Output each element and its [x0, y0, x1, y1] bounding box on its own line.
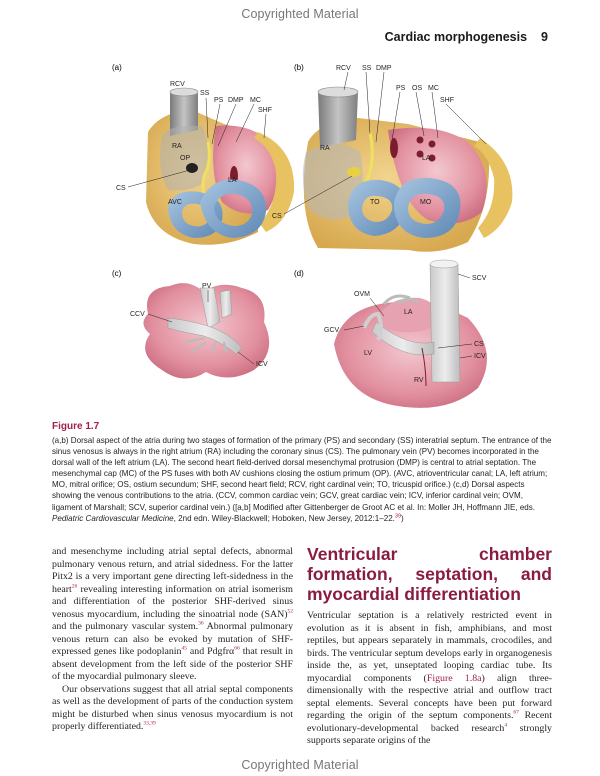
label-a-shf: SHF [258, 107, 272, 114]
figure-link[interactable]: Figure 1.8a [426, 672, 482, 684]
figure-caption-tail: , 2nd edn. Wiley-Blackwell; Hoboken, New Jersey, 2012:1–22. [173, 513, 395, 523]
text-run: ) align three-dimensionally with the respective atrial and outflow tract septal elements. Several concepts have been put forward regarding the origin of the septum components. [307, 672, 552, 721]
running-header [385, 30, 548, 44]
citation-ref: 52 [287, 608, 293, 615]
label-b-cs: CS [272, 213, 282, 220]
label-a-avc: AVC [168, 199, 182, 206]
page-number: 9 [541, 30, 548, 44]
citation-ref: 33,39 [143, 720, 156, 727]
label-d-rv: RV [414, 377, 424, 384]
label-d-scv: SCV [472, 275, 487, 282]
label-c-icv: ICV [256, 361, 268, 368]
figure-caption-ref: 39 [394, 512, 402, 519]
label-b-shf: SHF [440, 97, 454, 104]
label-b-mc: MC [428, 85, 439, 92]
figure-caption-body: (a,b) Dorsal aspect of the atria during two stages of formation of the primary (PS) and secondary (SS) interatrial septum. The entrance of the sinus venosus is always in the right atrium (RA) including the coronary sinus (CS). The pulmonary vein (PV) becomes incorporated in the dorsal wall of the left atrium (LA). The second heart field-derived dorsal mesenchymal protrusion (DMP) is central to atrial septation. The mesenchymal cap (MC) of the PS fuses with both AV cushions closing the ostium primum (OP). (AVC, atrioventricular canal; LA, left atrium; MO, mitral orifice; OS, ostium secundum; SHF, second heart field; RCV, right cardinal vein; TO, tricuspid orifice.) (c,d) Dorsal aspects showing the venous contributions to the atria. (CCV, common cardiac vein; GCV, great cardiac vein; ICV, inferior cardinal vein; OVM, ligament of Marshall; SCV, superior cardinal vein.) ([a,b] Modified after Gittenberger de Groot AC et al. In: Moller JH, Hoffmann JIE, eds. [52, 436, 552, 512]
label-a-dmp: DMP [228, 97, 244, 104]
left-paragraph-2 [52, 684, 293, 734]
figure-1-7 [108, 52, 558, 416]
label-d-ovm: OVM [354, 291, 370, 298]
label-a-ss: SS [200, 90, 210, 97]
label-a-cs: CS [116, 185, 126, 192]
right-column [307, 544, 552, 748]
text-run: that result in absent development from the left side of the posterior SHF of the myocardial pulmonary sleeve. [52, 646, 293, 682]
text-run: and the pulmonary vascular system. [52, 621, 199, 632]
label-b-rcv: RCV [336, 65, 351, 72]
label-b-ss: SS [362, 65, 372, 72]
citation-ref: 45 [181, 645, 187, 652]
panel-a [112, 63, 294, 245]
panel-c [112, 269, 269, 379]
text-run: Abnormal pulmonary venous return can also be evoked by mutation of SHF-expressed genes like podoplanin [52, 621, 294, 657]
label-a-la: LA [228, 177, 237, 184]
label-a-ps: PS [214, 97, 224, 104]
right-paragraph-1 [307, 610, 552, 748]
label-b-mo: MO [420, 199, 432, 206]
label-a-mc: MC [250, 97, 261, 104]
left-paragraph-1 [52, 546, 293, 684]
label-a-rcv: RCV [170, 81, 185, 88]
label-d-cs: CS [474, 341, 484, 348]
header-title: Cardiac morphogenesis [384, 30, 528, 44]
left-column [52, 546, 293, 734]
text-run: strongly supports separate origins of the [307, 722, 552, 746]
figure-caption-journal: Pediatric Cardiovascular Medicine [52, 513, 174, 523]
label-c-pv: PV [202, 283, 212, 290]
figure-illustration [108, 52, 558, 416]
figure-caption-title: Figure 1.7 [52, 421, 100, 432]
label-a-op: OP [180, 155, 191, 162]
label-b-la: LA [422, 155, 431, 162]
panel-d [294, 260, 487, 408]
citation-ref: 67 [513, 709, 519, 716]
panel-c-label: (c) [112, 269, 122, 278]
label-c-ccv: CCV [130, 311, 145, 318]
panel-a-label: (a) [112, 63, 122, 72]
section-heading: Ventricular chamber formation, septation, and myocardial differentiation [307, 544, 552, 604]
watermark-bottom: Copyrighted Material [241, 758, 359, 772]
label-a-ra: RA [172, 143, 182, 150]
text-run: and mesenchyme including atrial septal defects, abnormal pulmonary venous return, and atrial sidedness. For the latter Pitx2 is a very important gene directing left-sidedness in the heart [52, 546, 293, 595]
label-d-icv: ICV [474, 353, 486, 360]
label-d-la: LA [404, 309, 413, 316]
label-b-dmp: DMP [376, 65, 392, 72]
figure-caption [52, 420, 552, 524]
text-run: revealing interesting information on atrial isomerism and differentiation of the posterior SHF-derived sinus venosus myocardium, including the sinoatrial node (SAN) [52, 583, 293, 620]
panel-b [272, 63, 512, 252]
citation-ref: 26 [71, 583, 78, 590]
citation-ref: 66 [234, 645, 240, 652]
figure-caption-end: ) [401, 513, 404, 523]
label-b-os: OS [412, 85, 423, 92]
text-run: Ventricular septation is a relatively restricted event in evolution as it is absent in fish, amphibians, and most reptiles, but appears separately in mammals, crocodiles, and birds. The ventricular septum develops early in organogenesis inside the, as yet, unseptated looping cardiac tube. Its myocardial components ( [307, 610, 552, 684]
text-run: and Pdgfrα [186, 646, 235, 657]
panel-b-label: (b) [294, 63, 304, 72]
label-b-ps: PS [396, 85, 406, 92]
text-run: Recent evolutionary-developmental backed research [307, 710, 552, 734]
label-d-gcv: GCV [324, 327, 340, 334]
label-d-lv: LV [364, 350, 373, 357]
figure-caption-text [52, 435, 552, 524]
citation-ref: 36 [198, 620, 204, 627]
watermark-top: Copyrighted Material [241, 7, 359, 21]
label-b-to: TO [370, 199, 380, 206]
panel-d-label: (d) [294, 269, 304, 278]
citation-ref: 4 [504, 722, 508, 729]
text-run: Our observations suggest that all atrial septal components as well as the development of parts of the conduction system might be disturbed when sinus venosus myocardium is not properly differentiated. [52, 683, 293, 732]
label-b-ra: RA [320, 145, 330, 152]
